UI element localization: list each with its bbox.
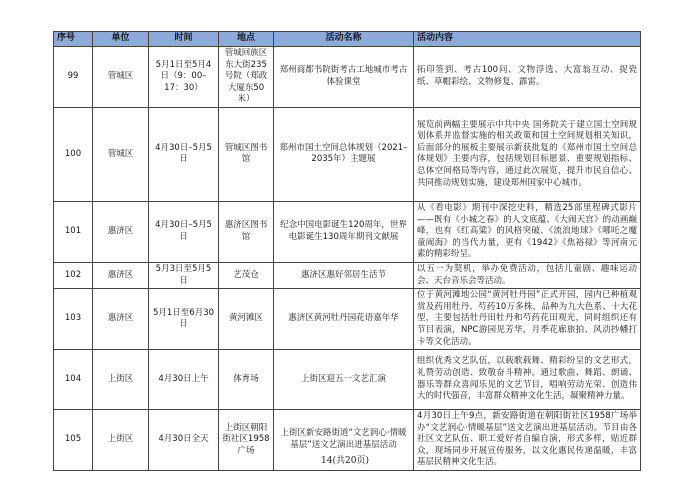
table-row	[54, 107, 641, 201]
row-unit: 惠济区	[93, 201, 149, 262]
row-activity-content: 位于黄河滩地公园“黄河牡丹园”正式开园，园内已种植观赏及药用牡丹、芍药10万多株，品种为九大色系、十大花型，主要包括牡丹田牡丹和芍药花田观光，同时组织还有节目表演，NPC游园见芳华，月季花廊旅拍、风动抄幡打卡等文化活动。	[414, 289, 641, 350]
row-num: 99	[54, 47, 93, 108]
row-time: 4月30日上午	[149, 350, 219, 410]
page-number-footer: 14(共20页)	[321, 456, 369, 466]
row-unit: 管城区	[93, 107, 149, 201]
header-time: 时间	[149, 32, 219, 47]
table-header-row	[54, 32, 641, 47]
row-activity-name: 郑州商都书院街考古工地城市考古体验课堂	[274, 47, 414, 108]
row-activity-name: 惠济区惠好邻居生活节	[274, 262, 414, 288]
row-time: 5月1日至5月4日（9：00–17：30）	[149, 47, 219, 108]
row-time: 4月30日–5月5日	[149, 107, 219, 201]
row-place: 管城区图书馆	[219, 107, 274, 201]
row-activity-content: 组织优秀文艺队伍，以载歌载舞、精彩纷呈的文艺形式，礼赞劳动创造、致敬奋斗精神。通过歌曲、舞蹈、朗诵、器乐等群众喜闻乐见的文艺节目，唱响劳动光荣、创造伟大的时代强音，丰富群众精神文化生活，凝聚精神力量。	[414, 350, 641, 410]
row-unit: 管城区	[93, 47, 149, 108]
row-unit: 惠济区	[93, 262, 149, 288]
header-name: 活动名称	[274, 32, 414, 47]
activity-schedule-table	[53, 31, 641, 471]
row-num: 104	[54, 350, 93, 410]
row-unit: 上街区	[93, 410, 149, 471]
row-activity-content: 展览前两幅主要展示中共中央 国务院关于建立国土空间规划体系并监督实施的相关政策和国土空间规划相关知识，后面部分的展板主要展示新获批复的《郑州市国土空间总体规划》主要内容，包括规划目标愿景、重要规划指标、总体空间格局等内容，通过此次展览，提升市民自信心、共同推动规划实施，建设郑州国家中心城市。	[414, 107, 641, 201]
row-place: 惠济区图书馆	[219, 201, 274, 262]
row-activity-name: 上街区迎五一文艺汇演	[274, 350, 414, 410]
row-activity-content: 拓印签到、考古100问、文物浮选、大富翁互动、捉瓷纸、草帽彩绘、文物修复、霹雷。	[414, 47, 641, 108]
table-row	[54, 262, 641, 288]
row-activity-name: 上街区新安路街道“文艺润心·情暖基层”送文艺演出进基层活动	[274, 410, 414, 471]
row-place: 黄河滩区	[219, 289, 274, 350]
table-row	[54, 289, 641, 350]
table-row	[54, 350, 641, 410]
row-activity-content: 以五一为契机，举办免费活动，包括儿童剧、趣味运动会、天台音乐会等活动。	[414, 262, 641, 288]
row-time: 5月1日至6月30日	[149, 289, 219, 350]
row-num: 102	[54, 262, 93, 288]
table-row	[54, 47, 641, 108]
row-activity-content: 从《看电影》期刊中深挖史料，精选25部里程碑式影片——既有《小城之春》的人文底蕴、《大闹天宫》的动画巅峰，也有《红高粱》的风格突破、《流浪地球》《哪吒之魔童闹海》的当代力量，更有《1942》《焦裕禄》等河南元素的精彩纷呈。	[414, 201, 641, 262]
header-unit: 单位	[93, 32, 149, 47]
header-place: 地点	[219, 32, 274, 47]
row-place: 艺茂仓	[219, 262, 274, 288]
row-place: 管城回族区东大街235号院（郑政大厦东50米）	[219, 47, 274, 108]
header-num: 序号	[54, 32, 93, 47]
row-num: 105	[54, 410, 93, 471]
row-unit: 惠济区	[93, 289, 149, 350]
row-time: 4月30日–5月5日	[149, 201, 219, 262]
row-activity-content: 4月30日上午9点，新安路街道在朝阳街社区1958广场举办“文艺润心·情暖基层”送文艺演出进基层活动。节目由各社区文艺队伍、职工爱好者自编自演，形式多样，贴近群众，现场同步开展宣传服务，以文化惠民传递温暖，丰富基层民精神文化生活。	[414, 410, 641, 471]
row-num: 103	[54, 289, 93, 350]
row-num: 101	[54, 201, 93, 262]
row-time: 4月30日全天	[149, 410, 219, 471]
row-place: 上街区朝阳街社区1958广场	[219, 410, 274, 471]
row-num: 100	[54, 107, 93, 201]
header-content: 活动内容	[414, 32, 641, 47]
row-place: 体育场	[219, 350, 274, 410]
row-activity-name: 惠济区黄河牡丹园花语嘉年华	[274, 289, 414, 350]
row-unit: 上街区	[93, 350, 149, 410]
row-activity-name: 郑州市国土空间总体规划（2021–2035年）主题展	[274, 107, 414, 201]
row-time: 5月3日至5月5日	[149, 262, 219, 288]
row-activity-name: 纪念中国电影诞生120周年，世界电影诞生130周年期刊文献展	[274, 201, 414, 262]
table-row	[54, 201, 641, 262]
